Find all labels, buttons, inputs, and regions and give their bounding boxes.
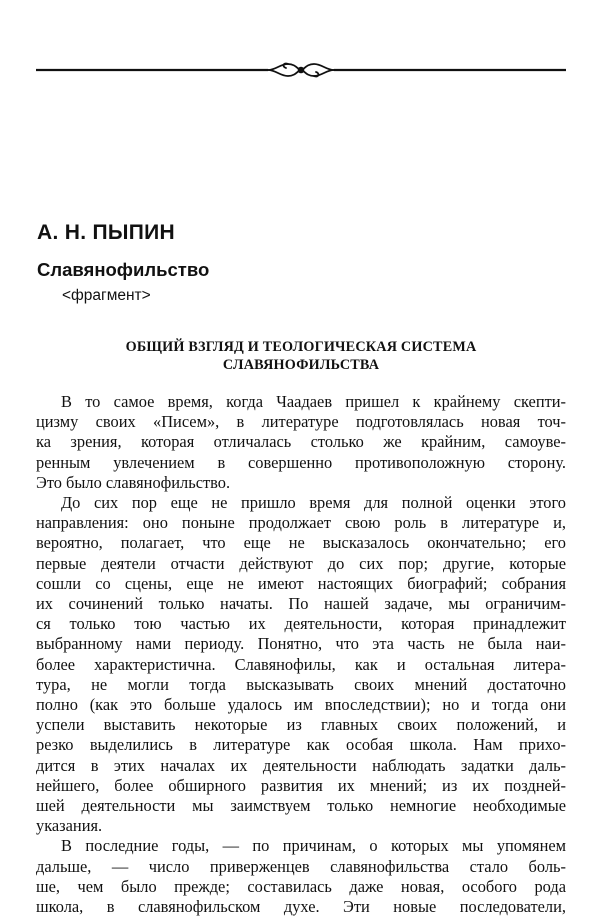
author-name: А. Н. ПЫПИН	[37, 221, 175, 244]
work-title: Славянофильство	[37, 259, 210, 280]
text-line: До сих пор еще не пришло время для полной оценки этого	[61, 493, 566, 513]
section-heading-line: СЛАВЯНОФИЛЬСТВА	[222, 357, 380, 373]
text-line: шей деятельности мы заимствуем только немногие необходимые	[36, 796, 566, 816]
text-line: дится в этих началах их деятельности наблюдать задатки даль-	[36, 755, 566, 775]
text-line: резко выделились в литературе как особая школа. Нам прихо-	[36, 735, 566, 755]
text-line: тура, не могли тогда высказывать своих мнений достаточно	[36, 674, 566, 694]
text-line: ше, чем было прежде; составилась даже новая, особого рода	[36, 876, 566, 896]
paragraph	[36, 493, 566, 836]
text-line: нейшего, более обширного развития их мнений; из их поздней-	[36, 775, 566, 795]
text-line: их сочинений только начаты. По нашей задаче, мы ограничим-	[36, 594, 566, 614]
text-line: школа, в славянофильском духе. Эти новые последователи,	[36, 897, 566, 917]
ornamental-divider	[36, 56, 566, 84]
text-line: указания.	[36, 816, 103, 836]
text-line: успели выставить некоторые из главных своих положений, и	[36, 715, 566, 735]
text-line: Это было славянофильство.	[36, 472, 231, 492]
text-line: вероятно, полагает, что еще не высказалось окончательно; его	[36, 533, 566, 553]
section-heading	[36, 338, 566, 374]
text-line: цизму своих «Писем», в литературе подготовлялась новая точ-	[36, 412, 566, 432]
text-line: направления: оно поныне продолжает свою роль в литературе и,	[36, 513, 566, 533]
text-line: первые деятели отчасти действуют до сих пор; другие, которые	[36, 553, 566, 573]
text-line: дальше, — число приверженцев славянофильства стало боль-	[36, 856, 566, 876]
text-line: В последние годы, — по причинам, о которых мы упомянем	[61, 836, 566, 856]
body-text	[36, 392, 566, 917]
section-heading-line: ОБЩИЙ ВЗГЛЯД И ТЕОЛОГИЧЕСКАЯ СИСТЕМА	[125, 339, 477, 355]
text-line: ся только тою частью их деятельности, которая принадлежит	[36, 614, 566, 634]
text-line: сошли со сцены, еще не имеют настоящих биографий; собрания	[36, 573, 566, 593]
text-line: полно (как это больше удалось им впоследствии); но и тогда они	[36, 695, 566, 715]
text-line: выбранному нами периоду. Понятно, что эта часть не была наи-	[36, 634, 566, 654]
text-line: ка зрения, которая отличалась столько же крайним, самоуве-	[36, 432, 566, 452]
paragraph	[36, 836, 566, 917]
text-line: более характеристична. Славянофилы, как и остальная литера-	[36, 654, 566, 674]
text-line: ренным увлечением в совершенно противоположную сторону.	[36, 452, 566, 472]
fragment-note: <фрагмент>	[62, 287, 151, 304]
text-line: В то самое время, когда Чаадаев пришел к крайнему скепти-	[61, 392, 566, 411]
paragraph	[36, 392, 566, 493]
flourish-ornament-icon	[268, 64, 334, 77]
